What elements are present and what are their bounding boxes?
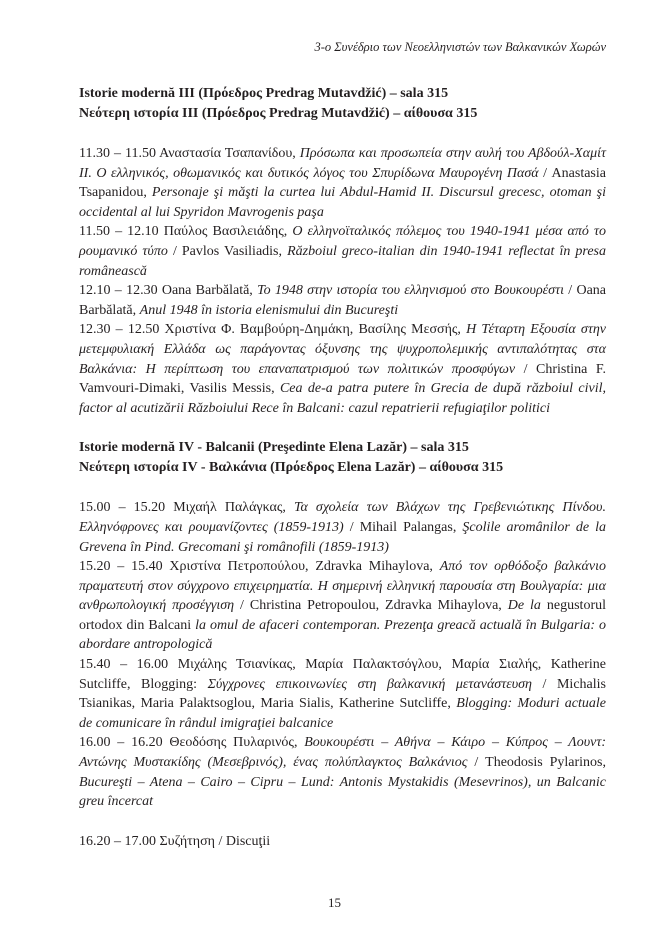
- entry-title-text: Şcolile aromânilor de la Grevena în Pind. Grecomani şi românofili (1859-1913): [79, 519, 606, 555]
- program-entry: [79, 498, 606, 557]
- session-entries: [79, 498, 606, 812]
- entry-text: / Michalis Tsianikas, Maria Palaktsoglou, Maria Sialis, Katherine Sutcliffe,: [79, 676, 606, 712]
- entry-text: 11.50 – 12.10 Παύλος Βασιλειάδης,: [79, 224, 293, 240]
- entry-text: negustorul ortodox din Balcani: [79, 598, 606, 633]
- program-entry: [79, 281, 606, 320]
- session-title-gr: Νεότερη ιστορία III (Πρόεδρος Predrag Mutavdžić) – αίθουσα 315: [79, 106, 478, 121]
- session-title-ro: Istorie modernă III (Πρόεδρος Predrag Mutavdžić) – sala 315: [79, 86, 449, 101]
- entry-text: 12.30 – 12.50 Χριστίνα Φ. Βαμβούρη-Δημάκη, Βασίλης Μεσσής,: [79, 322, 467, 338]
- session-entries: [79, 144, 606, 418]
- entry-title-text: Bucureşti – Atena – Cairo – Cipru – Lund: Antonis Mystakidis (Mesevrinos), un Balcanic greu încercat: [79, 774, 606, 810]
- entry-title-text: Războiul greco-italian din 1940-1941 reflectat în presa românească: [79, 243, 607, 279]
- session-heading: [79, 438, 606, 478]
- page-number: 15: [328, 895, 341, 910]
- entry-title-text: Από τον ορθόδοξο βαλκάνιο πραματευτή στον σύγχρονο επιχειρηματία. Η σημερινή ελληνική παρουσία στη Βουλγαρία: μια ανθρωπολογική προσέγγιση: [79, 559, 606, 614]
- program-entry: [79, 144, 606, 222]
- running-header: 3-ο Συνέδριο των Νεοελληνιστών των Βαλκανικών Χωρών: [314, 40, 606, 54]
- entry-title-text: Η Τέταρτη Εξουσία στην μετεμφυλιακή Ελλάδα ως παράγοντας όξυνσης της ψυχροπολεμικής αντιπαλότητας στα Βαλκάνια: Η περίπτωση του επαναπατρισμού των πολιτικών προσφύγων: [79, 322, 606, 377]
- entry-text: / Oana Barbălată,: [79, 283, 606, 318]
- entry-title-text: Ο ελληνοϊταλικός πόλεμος του 1940-1941 μέσα από το ρουμανικό τύπο: [79, 224, 606, 259]
- program-entry: [79, 557, 606, 655]
- program-entry: [79, 733, 606, 811]
- entry-title-text: Τα σχολεία των Βλάχων της Γρεβενιώτικης Πίνδου. Ελληνόφρονες και ρουμανίζοντες (1859-1913): [79, 500, 606, 535]
- entry-text: / Christina Petropoulou, Zdravka Mihaylova,: [234, 598, 508, 614]
- entry-text: / Theodosis Pylarinos,: [467, 755, 606, 771]
- entry-title-text: Cea de-a patra putere în Grecia de după războiul civil, factor al acutizării Războiului Rece în Balcani: cazul repatrierii refugiaţilor politici: [79, 381, 606, 416]
- entry-title-text: De la: [507, 598, 541, 614]
- entry-title-text: Σύγχρονες επικοινωνίες στη βαλκανική μετανάστευση: [207, 676, 532, 692]
- entry-title-text: Πρόσωπα και προσωπεία στην αυλή του Αβδούλ-Χαμίτ ΙΙ. Ο ελληνικός, οθωμανικός και δυτικός λόγος του Σπυρίδωνα Μαυρογένη Πασά: [79, 146, 606, 181]
- entry-text: 11.30 – 11.50 Αναστασία Τσαπανίδου,: [79, 146, 300, 161]
- session-title-ro: Istorie modernă IV - Balcanii (Preşedinte Elena Lazăr) – sala 315: [79, 440, 469, 456]
- program-entry: [79, 655, 606, 733]
- entry-title-text: la omul de afaceri contemporan. Prezenţa greacă actuală în Bulgaria: o abordare antropologică: [79, 617, 606, 653]
- session-title-gr: Νεότερη ιστορία IV - Βαλκάνια (Πρόεδρος Elena Lazăr) – αίθουσα 315: [79, 460, 504, 476]
- entry-title-text: Blogging: Moduri actuale de comunicare în rândul imigraţiei balcanice: [79, 696, 606, 731]
- entry-title-text: Το 1948 στην ιστορία του ελληνισμού στο Βουκουρέστι: [257, 283, 564, 299]
- entry-title-text: Anul 1948 în istoria elenismului din Bucureşti: [139, 302, 399, 318]
- program-content: [79, 84, 606, 851]
- entry-text: / Pavlos Vasiliadis,: [167, 243, 288, 259]
- entry-text: / Mihail Palangas,: [343, 519, 463, 535]
- entry-text: 15.40 – 16.00 Μιχάλης Τσιανίκας, Μαρία Παλακτσόγλου, Μαρία Σιαλής, Katherine Sutcliffe, Blogging:: [79, 657, 606, 692]
- closing-discussion: 16.20 – 17.00 Συζήτηση / Discuţii: [79, 833, 271, 849]
- program-entry: [79, 320, 606, 418]
- entry-text: 15.00 – 15.20 Μιχαήλ Παλάγκας,: [79, 500, 294, 516]
- entry-title-text: Βουκουρέστι – Αθήνα – Κάιρο – Κύπρος – Λουντ: Αντώνης Μυστακίδης (Μεσεβρινός), ένας πολύπλαγκτος Βαλκάνιος: [79, 735, 607, 771]
- entry-text: / Christina F. Vamvouri-Dimaki, Vasilis Messis,: [79, 361, 607, 397]
- program-entry: [79, 222, 606, 281]
- entry-text: 16.00 – 16.20 Θεοδόσης Πυλαρινός,: [79, 735, 305, 751]
- entry-text: / Anastasia Tsapanidou,: [79, 165, 606, 201]
- session-heading: [79, 84, 606, 124]
- entry-text: 15.20 – 15.40 Χριστίνα Πετροπούλου, Zdravka Mihaylova,: [79, 559, 440, 575]
- sections-container: [79, 84, 606, 812]
- entry-text: 12.10 – 12.30 Oana Barbălată,: [79, 283, 258, 299]
- entry-title-text: Personaje şi măşti la curtea lui Abdul-Hamid II. Discursul grecesc, otoman şi occidental al lui Spyridon Mavrogenis paşa: [79, 185, 606, 220]
